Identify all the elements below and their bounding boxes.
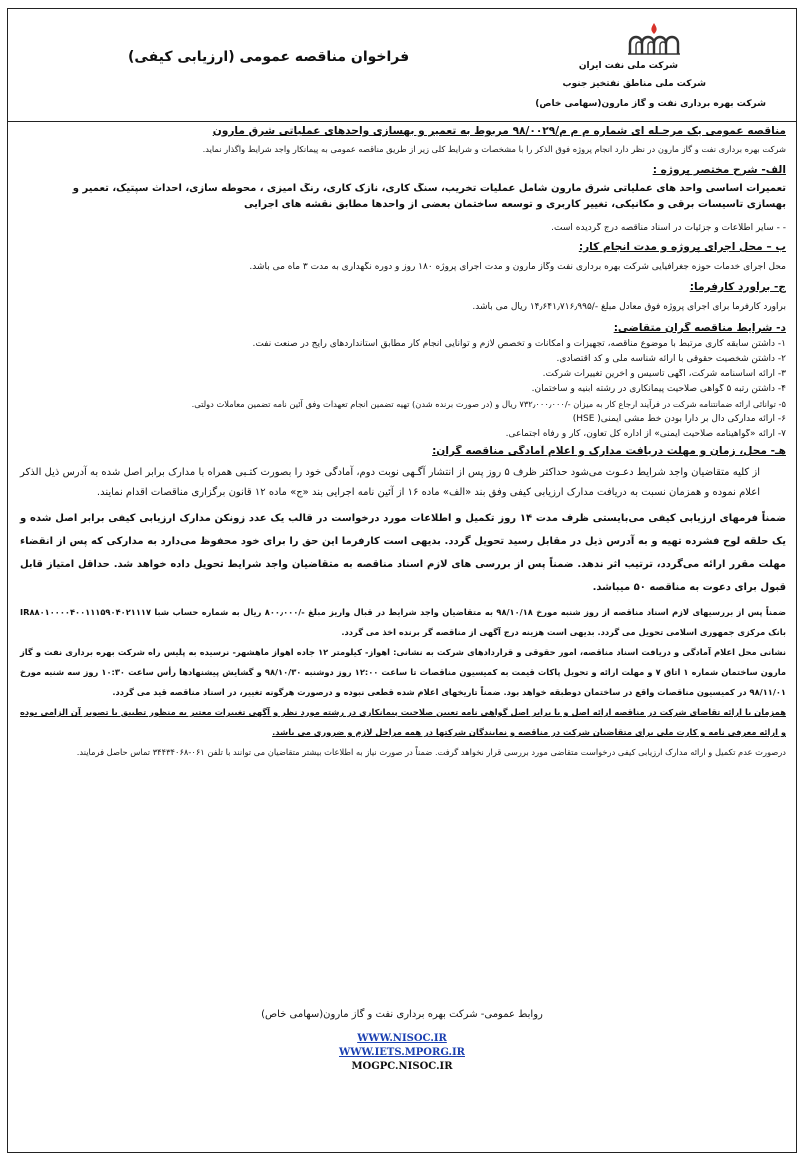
list-item: ۳- ارائه اساسنامه شرکت، آگهی تاسیس و آخرین تغییرات شرکت. — [542, 369, 786, 379]
contact-notice: درصورت عدم تکمیل و ارائه مدارک ارزیابی کیفی درخواست متقاضی مورد بررسی قرار نخواهد گرفت. ضمناً در صورت نیاز به اطلاعات بیشتر متقاضیان می توانند با تلفن ۰۶۱-۳۴۴۳۴۰۶۸ تماس حاصل فرمایند. — [76, 747, 786, 757]
payment-notice: ضمناً پس از بررسیهای لازم اسناد مناقصه از روز شنبه مورخ ۹۸/۱۰/۱۸ به متقاضیان واجد شرایط در قبال واریز مبلغ -/۸۰۰٫۰۰۰ ریال به شماره حساب شبا IR۸۸۰۱۰۰۰۰۴۰۰۱۱۱۵۹۰۴۰۲۱۱۱۷ بانک مرکزی جمهوری اسلامی تحویل می گردد. بدیهی است هزینه درج آگهی از مناقصه گر برنده اخذ می گردد. — [20, 607, 786, 637]
nisoc-website-link[interactable]: WWW.NISOC.IR — [357, 1033, 447, 1044]
list-item: ۷- ارائه «گواهینامه صلاحیت ایمنی» از اداره کل تعاون، کار و رفاه اجتماعی. — [505, 429, 786, 439]
mogpc-website-link[interactable]: MOGPC.NISOC.IR — [351, 1061, 453, 1072]
company-name-maroon: شرکت بهره برداری نفت و گاز مارون(سهامی خاص) — [535, 99, 766, 109]
nioc-logo-icon — [624, 21, 684, 55]
footer-links — [8, 1033, 796, 1072]
list-item: ۲- داشتن شخصیت حقوقی با ارائه شناسه ملی و کد اقتصادی. — [556, 354, 786, 364]
section-d-title: د- شرایط مناقصه گران متقاضی: — [613, 322, 786, 334]
id-notice: همزمان با ارائه تقاضای شرکت در مناقصه ارائه اصل و یا برابر اصل گواهی نامه تعیین صلاحیت پیمانکاری در رشته مورد نظر و آگهی تغییرات معتبر به منظور تطبیق با تصویر آن الزامی بوده و ارائه معرفی نامه و کارت ملی برای متقاضیان شرکت در مناقصه و نمایندگان شرکتها در همه مراحل لازم و ضروری می باشد. — [20, 707, 786, 737]
header — [8, 9, 796, 122]
evaluation-notice: ضمناً فرمهای ارزیابی کیفی می‌بایستی ظرف مدت ۱۴ روز تکمیل و اطلاعات مورد درخواست در قالب یک عدد زونکن مدارک ارزیابی کیفی برابر اصل شده و یک حلقه لوح فشرده تهیه و به آدرس ذیل در مقابل رسید تحویل گردد. بدیهی است کارفرما این حق را برای خود محفوظ می‌دارد به مدارکی که پس از انقضاء مهلت مقرر ارائه می‌گردد، ترتیب اثر ندهد. ضمناً پس از بررسی های لازم اسناد مناقصه به متقاضیان واجد شرایط تحویل داده خواهد شد. حداقل امتیاز قابل قبول برای دعوت به مناقصه ۵۰ میباشد. — [20, 513, 787, 593]
page-title: فراخوان مناقصه عمومی (ارزیابی کیفی) — [128, 49, 410, 65]
section-c-title: ج- برآورد کارفرما: — [689, 281, 786, 293]
address-notice: نشانی محل اعلام آمادگی و دریافت اسناد مناقصه، امور حقوقی و قراردادهای شرکت به نشانی: اهواز- کیلومتر ۱۲ جاده اهواز ماهشهر- نرسیده به پلیس راه شرکت بهره برداری نفت و گاز مارون ساختمان شماره ۱ اتاق ۷ و مهلت ارائه و تحویل پاکات قیمت به کمیسیون مناقصات تا ساعت ۱۲:۰۰ روز دوشنبه ۹۸/۱۰/۳۰ و گشایش پیشنهادها رأس ساعت ۱۰:۳۰ روز سه شنبه مورخ ۹۸/۱۱/۰۱ در کمیسیون مناقصات واقع در ساختمان دوطبقه خواهد بود. ضمناً تاریخهای اعلام شده قطعی نبوده و درصورت هرگونه تغییر، در اسناد مناقصه قید می گردد. — [20, 647, 787, 697]
list-item: ۱- داشتن سابقه کاری مرتبط با موضوع مناقصه، تجهیزات و امکانات و تخصص لازم و توانایی انجام کار مطابق استانداردهای رایج در صنعت نفت. — [252, 339, 786, 349]
tender-heading: مناقصه عمومی یک مرحـله ای شماره م م م/۹۸/۰۰۲۹ مربوط به تعمیر و بهسازی واحدهای عملیاتی شرق مارون — [212, 125, 786, 137]
footer — [8, 1009, 796, 1020]
section-e-text: از کلیه متقاضیان واجد شرایط دعـوت می‌شود حداکثر ظرف ۵ روز پس از انتشار آگـهی نوبت دوم، آمادگی خود را بصورت کتـبی همراه با مدارک برابر اصل شده به آدرس ذیل الذکر اعلام نموده و همزمان نسبت به دریافت مدارک ارزیابی کیفی وفق بند «الف» ماده ۱۶ از آئین نامه اجرایی بند «ج» ماده ۱۲ قانون برگزاری مناقصات اقدام نمایند. — [20, 467, 761, 498]
section-b-title: ب – محل اجرای پروژه و مدت انجام کار: — [578, 241, 786, 253]
notice-frame — [7, 8, 797, 1153]
list-item: ۶- ارائه مدارکی دال بر دارا بودن خط مشی ایمنی( HSE) — [572, 414, 786, 424]
section-a-line2: بهسازی تاسیسات برقی و مکانیکی، تغییر کاربری و توسعه ساختمان بعضی از واحدها مطابق نقشه های اجرایی — [244, 199, 786, 210]
list-item: ۴- داشتن رتبه ۵ گواهی صلاحیت پیمانکاری در رشته ابنیه و ساختمان. — [531, 384, 786, 394]
intro-text: شرکت بهره برداری نفت و گاز مارون در نظر دارد انجام پروژه فوق الذکر را با مشخصات و شرایط کلی زیر از طریق مناقصه عمومی به پیمانکار واجد شرایط واگذار نماید. — [202, 144, 786, 154]
section-a-line1: تعمیرات اساسی واحد های عملیاتی شرق مارون شامل عملیات تخریب، سنگ کاری، نازک کاری، رنگ آمیزی ، محوطه سازی، احداث سپتیک، تعمیر و — [72, 183, 786, 194]
section-a-title: الف- شرح مختصر پروژه : — [652, 164, 786, 176]
company-name-nisoc: شرکت ملی مناطق نفتخیز جنوب — [562, 79, 706, 89]
company-name-nioc: شرکت ملی نفت ایران — [578, 61, 678, 71]
section-c-text: برآورد کارفرما برای اجرای پروژه فوق معادل مبلغ -/۱۴٫۶۴۱٫۷۱۶٫۹۹۵ ریال می باشد. — [472, 302, 786, 312]
section-e-title: هـ- محل، زمان و مهلت دریافت مدارک و اعلام آمادگی مناقصه گران: — [432, 445, 786, 457]
public-relations-signature: روابط عمومی- شرکت بهره برداری نفت و گاز مارون(سهامی خاص) — [261, 1009, 543, 1020]
requirements-list — [20, 339, 786, 439]
list-item: ۵- توانائی ارائه ضمانتنامه شرکت در فرآیند ارجاع کار به میزان -/۷۳۲٫۰۰۰٫۰۰۰ ریال و (در صورت برنده شدن) تهیه تضمین انجام تعهدات وفق آئین نامه تضمین معاملات دولتی. — [191, 399, 786, 409]
section-b-text: محل اجرای خدمات حوزه جغرافیایی شرکت بهره برداری نفت وگاز مارون و مدت اجرای پروژه ۱۸۰ روز و دوره نگهداری به مدت ۳ ماه می باشد. — [249, 262, 786, 272]
notice-body — [20, 123, 786, 762]
iets-website-link[interactable]: WWW.IETS.MPORG.IR — [339, 1047, 465, 1058]
section-a-line3: - - سایر اطلاعات و جزئیات در اسناد مناقصه درج گردیده است. — [551, 223, 786, 233]
